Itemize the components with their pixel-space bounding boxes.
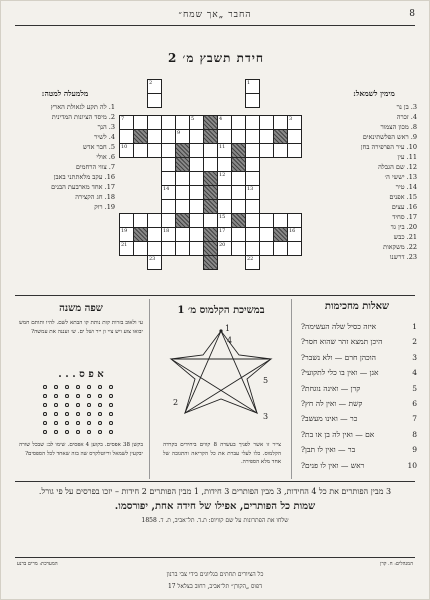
grid-cell: 15 [217, 213, 232, 228]
zero-circle [87, 403, 91, 407]
zero-circle [54, 385, 58, 389]
clue-item: 3. בן נר [396, 103, 417, 111]
grid-cell [175, 185, 190, 200]
zero-circle [54, 403, 58, 407]
clue-item: 21. כבש [393, 233, 417, 241]
zero-circle [76, 421, 80, 425]
question-text: אם — ואין לה בן או בת? [301, 429, 375, 439]
zero-circle [98, 421, 102, 425]
grid-cell-shaded [133, 227, 148, 242]
zero-circle [109, 412, 113, 416]
grid-cell [231, 241, 246, 256]
zero-circle [65, 412, 69, 416]
grid-cell: 13 [245, 185, 260, 200]
header-rule [15, 25, 415, 26]
zero-circle [43, 412, 47, 416]
grid-cell [231, 171, 246, 186]
grid-cell [273, 241, 288, 256]
zero-circle [65, 385, 69, 389]
star-label-2: 2 [173, 398, 179, 407]
zero-circle [98, 412, 102, 416]
clue-item: 16. עצים [391, 203, 417, 211]
grid-cell [231, 227, 246, 242]
zero-circle [54, 412, 58, 416]
zero-title: א פ ס . . . [58, 369, 104, 380]
grid-cell [259, 129, 274, 144]
question-number: 7 [412, 414, 417, 424]
clue-item: 12. שם הגבלה [378, 163, 417, 171]
grid-cell [147, 93, 162, 108]
grid-cell [245, 157, 260, 172]
question-item [301, 381, 417, 396]
grid-cell [189, 143, 204, 158]
question-number: 1 [412, 322, 417, 331]
grid-cell [175, 227, 190, 242]
footer-rule [15, 481, 415, 482]
star-caption: צייר זו אשר לפניך בעשרה 8 קווים ביחידים בקרדה הקלמוס. כלו לעלי עברת את כל הקריאה והתגובה של אחד מלא הספירה. [163, 442, 281, 465]
zero-circle [43, 430, 47, 434]
credit-left: המערכת: מרים ברנע [17, 561, 58, 567]
grid-cell [259, 213, 274, 228]
grid-cell [189, 129, 204, 144]
question-text: היכן תמצא זהר שהוא חסר? [301, 337, 383, 347]
grid-cell: 14 [161, 185, 176, 200]
grid-cell [245, 143, 260, 158]
question-number: 3 [412, 352, 417, 362]
clue-item: 6. אולי [96, 153, 115, 161]
grid-cell [203, 157, 218, 172]
grid-cell-shaded [273, 227, 288, 242]
zero-circle [76, 394, 80, 398]
grid-cell [203, 213, 218, 228]
question-text: הוכהן חרם — ולא נשבר? [301, 352, 376, 362]
grid-cell [175, 241, 190, 256]
grid-cell [161, 129, 176, 144]
grid-cell [147, 241, 162, 256]
zero-text: בקשן 38 אפסים. בקוען 4 אפסים. שימו לב: שבכל שורה יבקעין לשמאל וריוטלקרס שה בזה שאחד לכל הספסים? [19, 442, 144, 457]
zero-circle [87, 385, 91, 389]
grid-cell [245, 227, 260, 242]
clue-item: 23. דרשנו [389, 253, 417, 261]
grid-cell: 12 [217, 171, 232, 186]
zero-circle [76, 412, 80, 416]
grid-cell [161, 143, 176, 158]
questions-list [301, 319, 417, 473]
grid-cell-shaded [203, 255, 218, 270]
zero-circle [87, 430, 91, 434]
page-number: 8 [409, 9, 415, 19]
grid-cell [175, 171, 190, 186]
grid-cell: 2 [147, 79, 162, 94]
grid-cell-shaded [175, 213, 190, 228]
grid-cell [231, 185, 246, 200]
clue-item: 1. לה תקע לגאולת הארץ [50, 103, 115, 111]
question-item [301, 396, 417, 411]
grid-cell [217, 199, 232, 214]
question-text: קרן — ואינה נוגחת? [301, 383, 361, 393]
star-title: במשיכת הקלמוס מ׳ 1 [177, 305, 265, 316]
question-text: אגן — ואין בו כלי לתקועי? [301, 368, 379, 378]
credit-right: המנהלים: ח. קרן [380, 561, 413, 567]
grid-cell [273, 143, 288, 158]
clue-item: 10. עיר הפרפירה בחן [360, 143, 417, 151]
question-item [301, 442, 417, 457]
zero-circle [98, 385, 102, 389]
grid-cell [245, 115, 260, 130]
prize-line: 3 מבין הפותרים את כל 4 החידות, 3 מבין הפותרים 3 חידות, 1 מבין הפותרים 2 חידות – יזכו בפרסים על פי גורל. [38, 487, 392, 496]
question-number: 6 [412, 399, 417, 409]
credits-rule [15, 557, 415, 558]
down-clues [15, 89, 115, 212]
zero-circle [98, 403, 102, 407]
clue-item: 16. עקב מלאתתני באבן [53, 173, 115, 181]
zero-circle [76, 403, 80, 407]
grid-cell [133, 143, 148, 158]
grid-cell [161, 213, 176, 228]
zero-circle [109, 403, 113, 407]
zero-circle [65, 430, 69, 434]
grid-cell: 16 [287, 227, 302, 242]
clue-item: 15. אפנים [389, 193, 417, 201]
zero-circle [109, 385, 113, 389]
grid-cell: 23 [147, 255, 162, 270]
zero-circle [54, 430, 58, 434]
zero-circle [65, 403, 69, 407]
grid-cell-shaded [203, 185, 218, 200]
zero-circle [76, 430, 80, 434]
grid-cell: 5 [189, 115, 204, 130]
question-number: 2 [412, 337, 417, 347]
print-line: כל הציורים תחתים בגליונים בידי צבי ברנון [166, 571, 264, 578]
zero-circle [43, 394, 47, 398]
grid-cell [287, 129, 302, 144]
zero-circle [109, 394, 113, 398]
clue-item: 22. משקאות [383, 243, 417, 251]
crossword-grid [119, 79, 301, 269]
grid-cell [119, 129, 134, 144]
grid-cell [231, 199, 246, 214]
grid-cell [161, 157, 176, 172]
zero-circle [87, 412, 91, 416]
grid-cell [203, 143, 218, 158]
question-number: 4 [412, 368, 417, 378]
zero-circle [43, 421, 47, 425]
grid-cell [133, 241, 148, 256]
zero-circle [54, 421, 58, 425]
grid-cell: 22 [245, 255, 260, 270]
grid-cell-shaded [175, 157, 190, 172]
grid-cell: 4 [217, 115, 232, 130]
clue-item: 17. אחד מארבעת הבנים [51, 183, 115, 191]
zero-circle [43, 403, 47, 407]
grid-cell: 18 [161, 227, 176, 242]
grid-cell [189, 213, 204, 228]
grid-cell [259, 227, 274, 242]
clue-item: 2. מיסד הציונות המדינית [51, 113, 115, 121]
clue-item: 5. חבר אדש [82, 143, 115, 151]
press-line: דפוס „הקורן״ תל־אביב, רחוב בצלאל 17 [167, 583, 263, 590]
grid-cell [217, 157, 232, 172]
grid-cell [189, 185, 204, 200]
grid-cell [217, 185, 232, 200]
question-text: ראש — ואין לו פנים? [301, 460, 365, 470]
zero-circle [76, 385, 80, 389]
grid-cell [147, 129, 162, 144]
zero-circle [87, 394, 91, 398]
grid-cell [231, 115, 246, 130]
running-title: החבר „אך שמח״ [178, 10, 252, 20]
clue-item: 17. סחיד [392, 213, 417, 221]
riddle-text: עי ולאוב בזרות קות נותת קו הבתא לשם. להיו ותותם חמש יבואו צוע ויש ציי ון ייר ושל ים. ש׳ זעננה את עמשה? [19, 320, 143, 335]
grid-cell: 1 [245, 79, 260, 94]
column-rule-left [149, 299, 150, 479]
zero-circle [65, 421, 69, 425]
star-label-4: 4 [227, 336, 233, 345]
grid-cell [119, 213, 134, 228]
page-header [15, 9, 415, 23]
grid-cell [175, 115, 190, 130]
grid-cell [245, 241, 260, 256]
question-item [301, 427, 417, 442]
zero-circle [109, 421, 113, 425]
grid-cell-shaded [203, 241, 218, 256]
grid-cell: 11 [217, 143, 232, 158]
question-text: קשת — ואין לה חץ? [301, 399, 363, 409]
grid-cell [147, 115, 162, 130]
question-item [301, 411, 417, 426]
grid-cell-shaded [203, 227, 218, 242]
star-figure [161, 323, 281, 435]
question-item [301, 458, 417, 473]
clue-item: 3. הנך [97, 123, 115, 131]
grid-cell [133, 213, 148, 228]
question-number: 9 [412, 445, 417, 455]
across-clues [331, 89, 417, 262]
grid-cell [231, 129, 246, 144]
grid-cell [217, 129, 232, 144]
grid-cell [259, 241, 274, 256]
clue-item: 4. לשיר [94, 133, 115, 141]
grid-cell: 17 [217, 227, 232, 242]
grid-cell-shaded [203, 129, 218, 144]
crossword-title: חידת תשבץ מ׳ 2 [168, 51, 264, 65]
question-item [301, 334, 417, 349]
grid-cell [273, 115, 288, 130]
grid-cell-shaded [231, 143, 246, 158]
across-heading: מימין לשמאל: [353, 89, 395, 98]
grid-cell [259, 115, 274, 130]
clue-item: 19. רוק [94, 203, 115, 211]
question-number: 10 [407, 460, 417, 470]
grid-cell [161, 171, 176, 186]
grid-cell [175, 199, 190, 214]
grid-cell [147, 213, 162, 228]
grid-cell-shaded [203, 115, 218, 130]
grid-cell [189, 241, 204, 256]
question-text: בר — ואין לו תבן? [301, 445, 356, 455]
clue-item: 4. זכרה [396, 113, 417, 121]
grid-cell [147, 227, 162, 242]
clue-item: 7. צווי הרחמים [75, 163, 115, 171]
grid-cell: 3 [287, 115, 302, 130]
section-rule [15, 295, 415, 296]
grid-cell: 10 [119, 143, 134, 158]
star-label-1: 1 [225, 324, 231, 333]
grid-cell-shaded [273, 129, 288, 144]
publish-line: שמות כל הפותרים, אפילו של חידה אחת, יפורסמו. [114, 501, 316, 512]
grid-cell [161, 241, 176, 256]
grid-cell [133, 115, 148, 130]
grid-cell-shaded [203, 199, 218, 214]
grid-cell [161, 199, 176, 214]
question-text: איזה כסיל שלה העשימה? [301, 322, 377, 331]
zero-circle [43, 385, 47, 389]
zero-circle [54, 394, 58, 398]
column-rule-right [291, 299, 292, 479]
riddle-title: שפה משנה [59, 303, 103, 314]
grid-cell: 7 [119, 115, 134, 130]
question-item [301, 365, 417, 380]
grid-cell [273, 213, 288, 228]
grid-cell-shaded [175, 143, 190, 158]
question-item [301, 319, 417, 334]
down-heading: מלמעלה למטה: [41, 89, 89, 98]
grid-cell [189, 171, 204, 186]
clue-item: 13. יששי ה׳ [384, 173, 417, 181]
grid-cell [189, 227, 204, 242]
question-number: 8 [412, 429, 417, 439]
clue-item: 9. ראש הפלשתינאים [362, 133, 417, 141]
grid-cell: 9 [175, 129, 190, 144]
questions-title: שאלות מחכימות [324, 301, 390, 312]
question-text: כר — ואינו מעשב? [301, 414, 358, 424]
question-number: 5 [412, 383, 417, 393]
grid-cell [245, 213, 260, 228]
grid-cell [259, 143, 274, 158]
clue-item: 18. חג הקצירה [75, 193, 115, 201]
grid-cell [245, 93, 260, 108]
clue-item: 20. בין גד [390, 223, 417, 231]
grid-cell [245, 129, 260, 144]
grid-cell [287, 213, 302, 228]
star-label-3: 3 [263, 412, 269, 421]
zero-circle [109, 430, 113, 434]
question-item [301, 350, 417, 365]
zero-circle [98, 394, 102, 398]
grid-cell-shaded [231, 213, 246, 228]
zero-circle [87, 421, 91, 425]
zero-circles [43, 385, 123, 437]
grid-cell-shaded [133, 129, 148, 144]
grid-cell: 20 [217, 241, 232, 256]
grid-cell [161, 115, 176, 130]
grid-cell [189, 199, 204, 214]
grid-cell-shaded [231, 157, 246, 172]
zero-circle [65, 394, 69, 398]
grid-cell [287, 241, 302, 256]
grid-cell [245, 199, 260, 214]
grid-cell: 19 [119, 227, 134, 242]
grid-cell [287, 143, 302, 158]
zero-circle [98, 430, 102, 434]
grid-cell: 21 [119, 241, 134, 256]
star-label-5: 5 [263, 376, 269, 385]
grid-cell [189, 157, 204, 172]
clue-item: 8. מכון הצמור [380, 123, 417, 131]
grid-cell-shaded [203, 171, 218, 186]
grid-cell [147, 143, 162, 158]
grid-cell [245, 171, 260, 186]
clue-item: 11. עין [397, 153, 417, 161]
address-line: שלחו את הפתרונות על שם קוויוס: ת.ד. תל־אביב, ת. ד. 1858 [141, 517, 289, 524]
clue-item: 14. טיר [395, 183, 417, 191]
